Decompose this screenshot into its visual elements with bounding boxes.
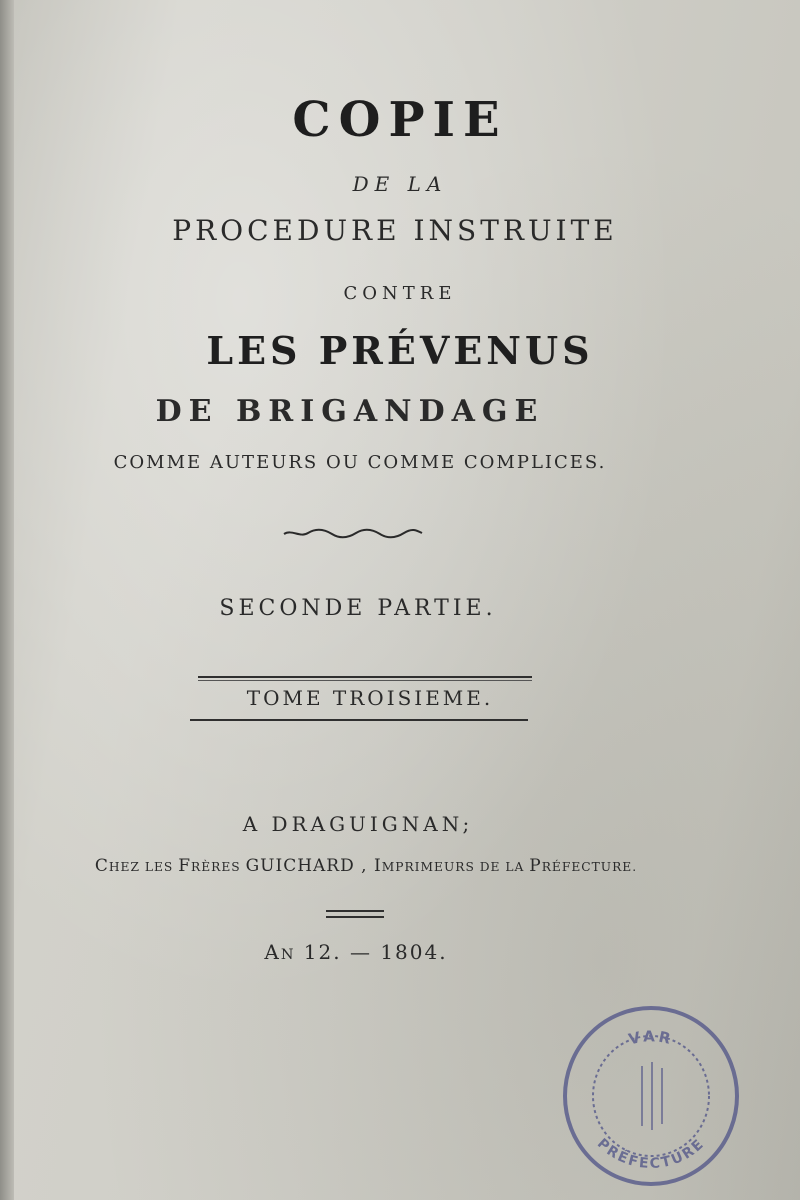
line-place: A DRAGUIGNAN; <box>242 812 474 836</box>
stamp-bottom-text: PRÉFECTURE <box>593 1135 709 1173</box>
svg-text:VAR <box>627 1027 675 1048</box>
line-brigandage: DE BRIGANDAGE <box>155 394 545 429</box>
printer-cap-2: F <box>178 856 192 876</box>
line-printer <box>0 856 766 876</box>
date-rest: 12. — 1804. <box>295 940 448 964</box>
date-cap: A <box>264 940 281 964</box>
printer-separator: , <box>354 856 374 876</box>
double-rule-top <box>326 910 384 912</box>
stamp-top-text: VAR <box>626 1027 676 1049</box>
date-small: N <box>280 947 296 963</box>
printer-small-4: RÉFECTURE. <box>541 860 638 874</box>
ornament-divider <box>282 526 424 540</box>
printer-small-1: HEZ LES <box>108 860 179 874</box>
svg-text:PRÉFECTURE <box>594 1136 708 1173</box>
rule-top-thin <box>198 680 532 681</box>
printer-small-3: MPRIMEURS DE LA <box>381 860 530 874</box>
line-contre: CONTRE <box>343 283 457 304</box>
double-rule-bottom <box>326 916 384 918</box>
library-stamp <box>556 996 746 1192</box>
rule-bottom <box>190 719 528 721</box>
line-procedure: PROCEDURE INSTRUITE <box>172 214 618 247</box>
subtitle-de-la: DE LA <box>352 172 448 196</box>
title: COPIE <box>292 92 508 148</box>
line-tome: TOME TROISIEME. <box>246 686 494 710</box>
line-prevenus: LES PRÉVENUS <box>206 328 594 373</box>
line-seconde-partie: SECONDE PARTIE. <box>219 596 497 621</box>
printer-cap-1: C <box>94 856 109 876</box>
rule-top <box>198 676 532 678</box>
printer-name: GUICHARD <box>245 856 355 876</box>
printer-cap-4: P <box>529 856 542 876</box>
line-comme: COMME AUTEURS OU COMME COMPLICES. <box>113 452 607 473</box>
line-date <box>0 940 756 964</box>
printer-cap-3: I <box>373 856 382 876</box>
printer-small-2: RÈRES <box>191 860 246 874</box>
